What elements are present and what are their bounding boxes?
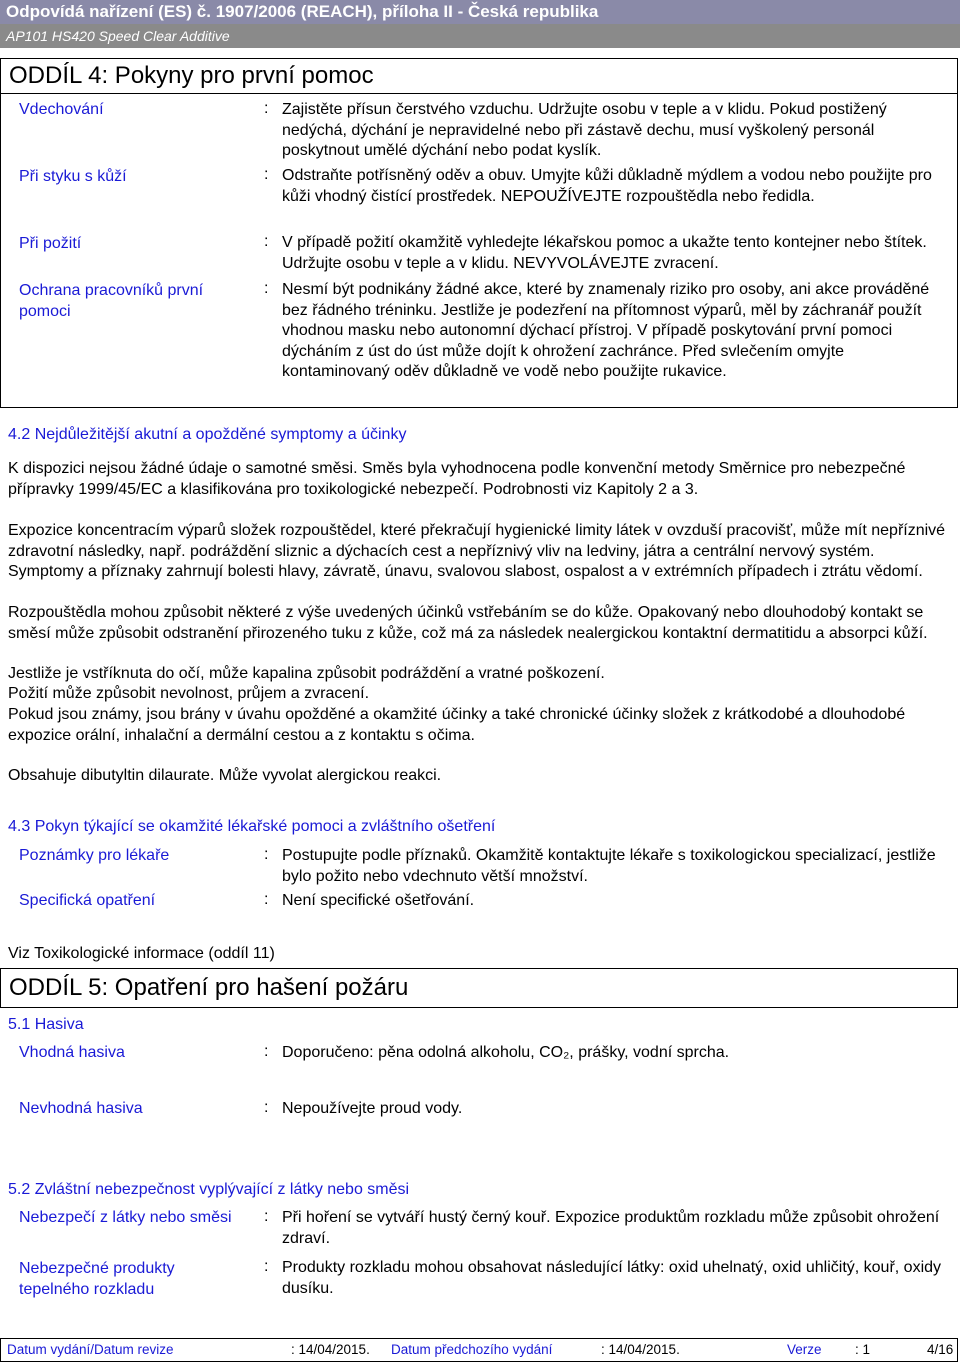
value-ingestion: V případě požití okamžitě vyhledejte lékařskou pomoc a ukažte tento kontejner nebo štítek. Udržujte osobu v teple a v klidu. NEVYVOLÁVEJTE zvracení. [282, 234, 927, 272]
value-first-aider-protection: Nesmí být podnikány žádné akce, které by znamenaly riziko pro osoby, ani akce prováděné bez řádného tréninku. Jestliže je podezření na přítomnost výparů, měl by záchranář použít vhodnou masku nebo autonomní dýchací přístroj. V případě poskytování první pomoci dýcháním z úst do úst může dojít k ohrožení zachránce. Před svlečením omyjte kontaminovaný oděv důkladně ve vodě nebo použijte rukavice. [282, 281, 930, 380]
value-inhalation: Zajistěte přísun čerstvého vzduchu. Udržujte osobu v teple a v klidu. Pokud postižený nedýchá, dýchání je nepravidelné nebo při zástavě dechu, musí vyškolený personál poskytnout umělé dýchání nebo podat kyslík. [282, 101, 887, 159]
label-specific-treatments: Specifická opatření [19, 892, 156, 909]
value-unsuitable-extinguishing: Nepoužívejte proud vody. [282, 1100, 463, 1117]
subsection-5-2-title: 5.2 Zvláštní nebezpečnost vyplývající z látky nebo směsi [8, 1181, 410, 1198]
paragraph-skin-absorption: Rozpouštědla mohou způsobit některé z výše uvedených účinků vstřebáním se do kůže. Opakovaný nebo dlouhodobý kontakt se směsí může způsobit odstranění přirozeného tuku z kůže, což má za následek nealergickou kontaktní dermatitidu a absorpci kůží. [8, 604, 928, 642]
section-4-title: ODDÍL 4: Pokyny pro první pomoc [9, 62, 374, 89]
section-5-title: ODDÍL 5: Opatření pro hašení požáru [9, 974, 409, 1001]
colon: : [264, 1043, 269, 1060]
colon: : [264, 166, 269, 183]
section-5-header [0, 968, 958, 1008]
value-notes-for-physician: Postupujte podle příznaků. Okamžitě kontaktujte lékaře s toxikologickou specializací, jestliže bylo požito nebo vdechnuto větší množství. [282, 847, 936, 885]
label-skin-contact: Při styku s kůží [19, 168, 127, 185]
label-hazards-from-substance: Nebezpečí z látky nebo směsi [19, 1209, 232, 1226]
footer-previous-date-value: : 14/04/2015. [601, 1342, 680, 1357]
see-toxicology-note: Viz Toxikologické informace (oddíl 11) [8, 945, 275, 962]
label-first-aider-protection: Ochrana pracovníků první pomoci [19, 282, 204, 320]
footer-page-number: 4/16 [927, 1342, 954, 1357]
colon: : [264, 1208, 269, 1225]
footer-issue-date-label: Datum vydání/Datum revize [7, 1342, 174, 1357]
subsection-4-2-title: 4.2 Nejdůležitější akutní a opožděné symptomy a účinky [8, 426, 407, 443]
product-header [0, 24, 960, 48]
footer-version-value: : 1 [855, 1342, 871, 1357]
subsection-5-1-title: 5.1 Hasiva [8, 1016, 84, 1033]
colon: : [264, 233, 269, 250]
value-hazards-from-substance: Při hoření se vytváří hustý černý kouř. Expozice produktům rozkladu může způsobit ohrožení zdraví. [282, 1209, 940, 1247]
footer-issue-date-value: : 14/04/2015. [291, 1342, 370, 1357]
regulation-header [0, 0, 960, 24]
footer-version-label: Verze [787, 1342, 822, 1357]
paragraph-allergen: Obsahuje dibutyltin dilaurate. Může vyvolat alergickou reakci. [8, 767, 442, 784]
label-notes-for-physician: Poznámky pro lékaře [19, 847, 170, 864]
colon: : [264, 280, 269, 297]
subsection-4-3-title: 4.3 Pokyn týkající se okamžité lékařské pomoci a zvláštního ošetření [8, 818, 496, 835]
value-suitable-extinguishing: Doporučeno: pěna odolná alkoholu, CO₂, prášky, vodní sprcha. [282, 1044, 730, 1061]
label-decomposition-products: Nebezpečné produkty tepelného rozkladu [19, 1260, 175, 1298]
colon: : [264, 100, 269, 117]
regulation-title: Odpovídá nařízení (ES) č. 1907/2006 (REACH), příloha II - Česká republika [6, 2, 599, 21]
value-decomposition-products: Produkty rozkladu mohou obsahovat následující látky: oxid uhelnatý, oxid uhličitý, kouř, oxidy dusíku. [282, 1259, 942, 1297]
colon: : [264, 846, 269, 863]
paragraph-eyes: Jestliže je vstříknuta do očí, může kapalina způsobit podráždění a vratné poškození. [8, 665, 605, 682]
label-suitable-extinguishing: Vhodná hasiva [19, 1044, 125, 1061]
product-name: AP101 HS420 Speed Clear Additive [6, 28, 230, 44]
paragraph-ingestion: Požití může způsobit nevolnost, průjem a zvracení. [8, 685, 370, 702]
colon: : [264, 891, 269, 908]
label-inhalation: Vdechování [19, 101, 104, 118]
section-4-header [0, 58, 958, 94]
page-footer [0, 1338, 958, 1362]
paragraph-no-data: K dispozici nejsou žádné údaje o samotné směsi. Směs byla vyhodnocena podle konvenční metody Směrnice pro nebezpečné přípravky 1999/45/EC a klasifikována pro toxikologické nebezpečí. Podrobnosti viz Kapitoly 2 a 3. [8, 460, 906, 498]
paragraph-exposure: Expozice koncentracím výparů složek rozpouštědel, které překračují hygienické limity látek v ovzduší pracovišť, může mít nepříznivé zdravotní následky, např. podráždění sliznic a dýchacích cest a nepříznivý vliv na ledviny, játra a centrální nervový systém. Symptomy a příznaky zahrnují bolesti hlavy, závratě, únavu, svalovou slabost, ospalost a v extrémních případech i ztrátu vědomí. [8, 522, 946, 580]
value-specific-treatments: Není specifické ošetřování. [282, 892, 475, 909]
footer-previous-date-label: Datum předchozího vydání [391, 1342, 553, 1357]
paragraph-delayed-effects: Pokud jsou známy, jsou brány v úvahu opožděné a okamžité účinky a také chronické účinky složek z krátkodobé a dlouhodobé expozice orální, inhalační a dermální cestou a z kontaktu s očima. [8, 706, 906, 744]
label-unsuitable-extinguishing: Nevhodná hasiva [19, 1100, 143, 1117]
value-skin-contact: Odstraňte potřísněný oděv a obuv. Umyjte kůži důkladně mýdlem a vodou nebo použijte pro kůži vhodný čistící prostředek. NEPOUŽÍVEJTE rozpouštědla nebo ředidla. [282, 167, 932, 205]
colon: : [264, 1258, 269, 1275]
colon: : [264, 1099, 269, 1116]
label-ingestion: Při požití [19, 235, 82, 252]
